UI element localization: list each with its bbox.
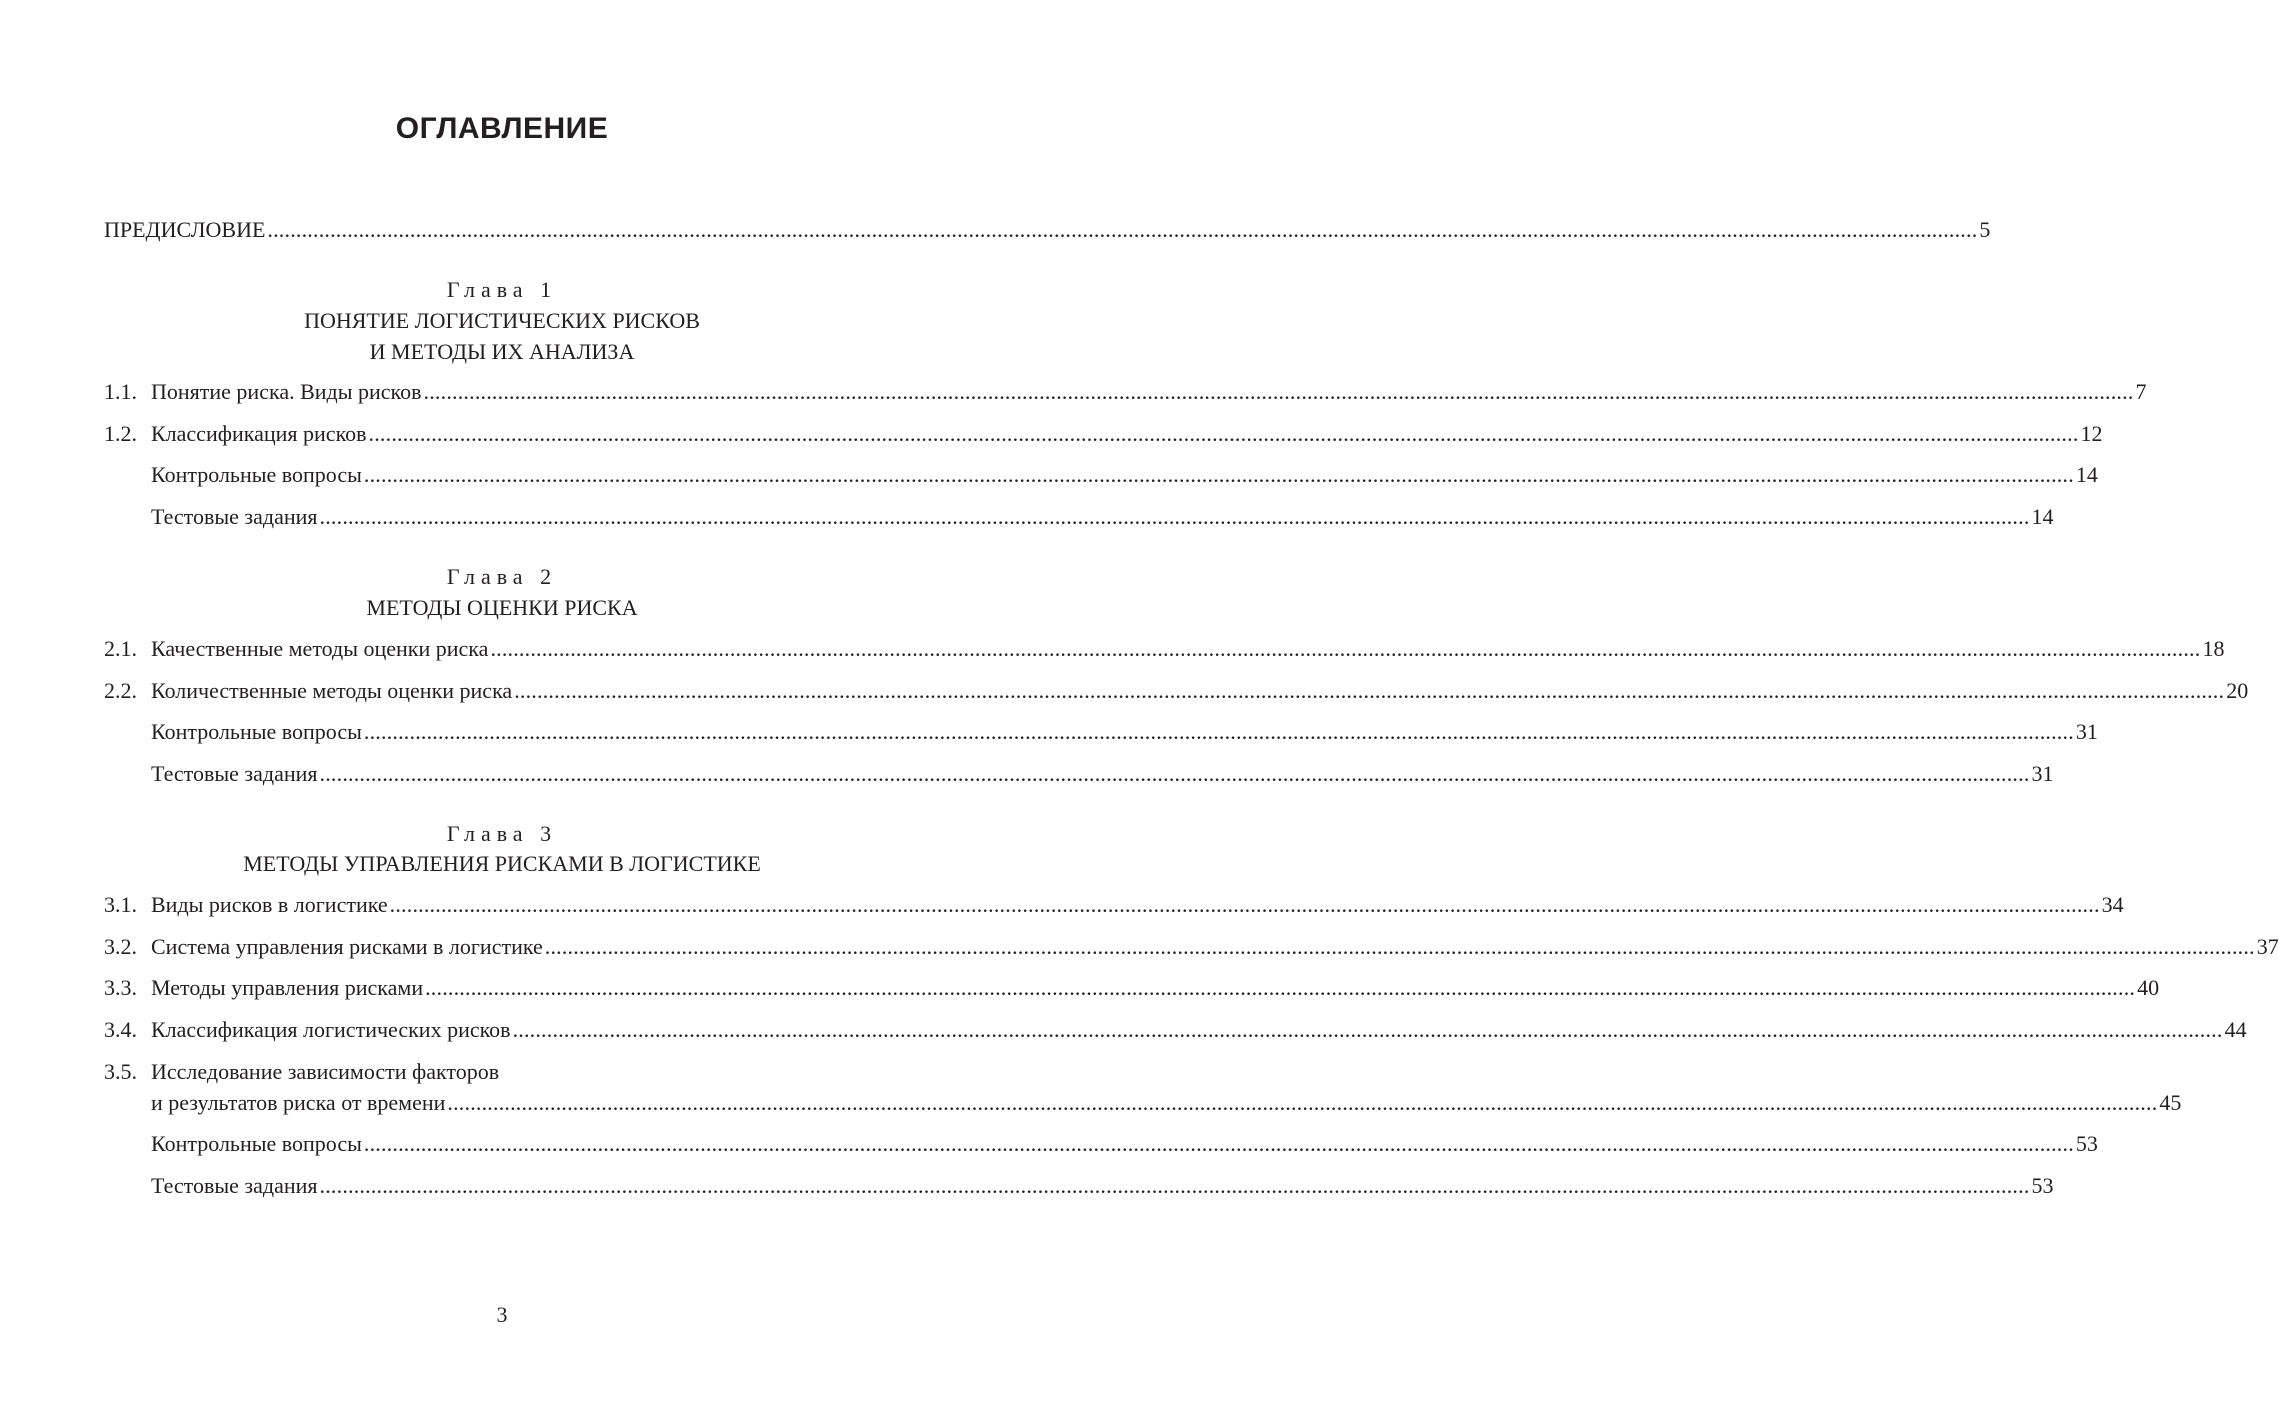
- toc-entry-page: 14: [2031, 504, 2054, 529]
- toc-entry-3-5-line-2[interactable]: [104, 1087, 2182, 1119]
- toc-entry-page: 45: [2159, 1090, 2182, 1115]
- toc-entry-1-1[interactable]: [104, 376, 2147, 408]
- dot-leader: ............................................................................................................................................................................................................................................................................................................: [319, 761, 2030, 786]
- toc-entry-3-3[interactable]: [104, 972, 2160, 1004]
- toc-entry-page: 53: [2031, 1173, 2054, 1198]
- toc-entry-title: Классификация логистических рисков: [151, 1017, 511, 1042]
- dot-leader: ............................................................................................................................................................................................................................................................................................................: [490, 636, 2201, 661]
- toc-entry-title: Контрольные вопросы: [151, 719, 362, 744]
- toc-entry-number: 3.4.: [104, 1017, 137, 1042]
- chapter-3-title: МЕТОДЫ УПРАВЛЕНИЯ РИСКАМИ В ЛОГИСТИКЕ: [243, 851, 761, 876]
- toc-entry-title: ПРЕДИСЛОВИЕ: [104, 217, 266, 242]
- toc-entry-title: Классификация рисков: [151, 421, 367, 446]
- toc-entry-2-tests[interactable]: [104, 758, 2054, 790]
- page-number: 3: [496, 1302, 508, 1327]
- dot-leader: ............................................................................................................................................................................................................................................................................................................: [267, 217, 1978, 242]
- dot-leader: ............................................................................................................................................................................................................................................................................................................: [368, 421, 2079, 446]
- toc-entry-number: 1.2.: [104, 421, 137, 446]
- toc-entry-1-questions[interactable]: [104, 459, 2098, 491]
- toc-entry-page: 7: [2135, 379, 2147, 404]
- dot-leader: ............................................................................................................................................................................................................................................................................................................: [447, 1090, 2158, 1115]
- toc-entry-title: Система управления рисками в логистике: [151, 934, 543, 959]
- toc-entry-page: 14: [2075, 462, 2098, 487]
- chapter-1-title-line-2: И МЕТОДЫ ИХ АНАЛИЗА: [369, 339, 635, 364]
- chapter-2-title: МЕТОДЫ ОЦЕНКИ РИСКА: [366, 595, 638, 620]
- toc-entry-title: и результатов риска от времени: [151, 1090, 446, 1115]
- toc-entry-3-1[interactable]: [104, 889, 2124, 921]
- toc-entry-3-questions[interactable]: [104, 1128, 2098, 1160]
- dot-leader: ............................................................................................................................................................................................................................................................................................................: [423, 379, 2134, 404]
- toc-entry-number: 3.1.: [104, 892, 137, 917]
- chapter-1-title-line-1: ПОНЯТИЕ ЛОГИСТИЧЕСКИХ РИСКОВ: [304, 308, 700, 333]
- dot-leader: ............................................................................................................................................................................................................................................................................................................: [363, 1131, 2074, 1156]
- toc-entry-title: Качественные методы оценки риска: [151, 636, 489, 661]
- toc-entry-page: 37: [2256, 934, 2279, 959]
- toc-entry-page: 40: [2137, 975, 2160, 1000]
- chapter-1-label: Глава 1: [446, 277, 558, 302]
- toc-entry-2-2[interactable]: [104, 675, 2249, 707]
- toc-entry-title: Тестовые задания: [151, 761, 318, 786]
- toc-entry-title: Понятие риска. Виды рисков: [151, 379, 422, 404]
- page-title: ОГЛАВЛЕНИЕ: [395, 112, 609, 145]
- dot-leader: ............................................................................................................................................................................................................................................................................................................: [425, 975, 2136, 1000]
- toc-entry-title: Количественные методы оценки риска: [151, 678, 513, 703]
- toc-entry-page: 44: [2224, 1017, 2247, 1042]
- toc-entry-page: 31: [2031, 761, 2054, 786]
- dot-leader: ............................................................................................................................................................................................................................................................................................................: [514, 678, 2225, 703]
- toc-entry-page: 34: [2101, 892, 2124, 917]
- toc-entry-number: 1.1.: [104, 379, 137, 404]
- dot-leader: ............................................................................................................................................................................................................................................................................................................: [319, 504, 2030, 529]
- dot-leader: ............................................................................................................................................................................................................................................................................................................: [363, 719, 2074, 744]
- toc-entry-number: 3.3.: [104, 975, 137, 1000]
- toc-entry-1-tests[interactable]: [104, 501, 2054, 533]
- toc-entry-title: Исследование зависимости факторов: [151, 1059, 500, 1084]
- dot-leader: ............................................................................................................................................................................................................................................................................................................: [363, 462, 2074, 487]
- toc-entry-number: 2.1.: [104, 636, 137, 661]
- toc-entry-1-2[interactable]: [104, 418, 2103, 450]
- toc-entry-page: 18: [2202, 636, 2225, 661]
- toc-entry-number: 3.2.: [104, 934, 137, 959]
- toc-entry-title: Тестовые задания: [151, 1173, 318, 1198]
- toc-entry-title: Методы управления рисками: [151, 975, 424, 1000]
- toc-entry-title: Контрольные вопросы: [151, 1131, 362, 1156]
- toc-entry-page: 31: [2075, 719, 2098, 744]
- dot-leader: ............................................................................................................................................................................................................................................................................................................: [544, 934, 2255, 959]
- toc-entry-2-questions[interactable]: [104, 716, 2098, 748]
- dot-leader: ............................................................................................................................................................................................................................................................................................................: [389, 892, 2100, 917]
- toc-entry-3-tests[interactable]: [104, 1170, 2054, 1202]
- dot-leader: ............................................................................................................................................................................................................................................................................................................: [512, 1017, 2223, 1042]
- toc-entry-page: 5: [1979, 217, 1991, 242]
- toc-entry-page: 20: [2226, 678, 2249, 703]
- dot-leader: ............................................................................................................................................................................................................................................................................................................: [319, 1173, 2030, 1198]
- toc-entry-3-2[interactable]: [104, 931, 2279, 963]
- toc-entry-2-1[interactable]: [104, 633, 2225, 665]
- chapter-3-label: Глава 3: [446, 821, 558, 846]
- toc-entry-3-4[interactable]: [104, 1014, 2247, 1046]
- toc-entry-title: Тестовые задания: [151, 504, 318, 529]
- toc-entry-title: Контрольные вопросы: [151, 462, 362, 487]
- toc-entry-3-5-line-1[interactable]: [104, 1056, 900, 1088]
- chapter-2-label: Глава 2: [446, 564, 558, 589]
- toc-entry-page: 12: [2080, 421, 2103, 446]
- toc-entry-number: 3.5.: [104, 1059, 137, 1084]
- toc-entry-preface[interactable]: [104, 214, 1991, 246]
- toc-entry-title: Виды рисков в логистике: [151, 892, 388, 917]
- toc-entry-page: 53: [2075, 1131, 2098, 1156]
- toc-entry-number: 2.2.: [104, 678, 137, 703]
